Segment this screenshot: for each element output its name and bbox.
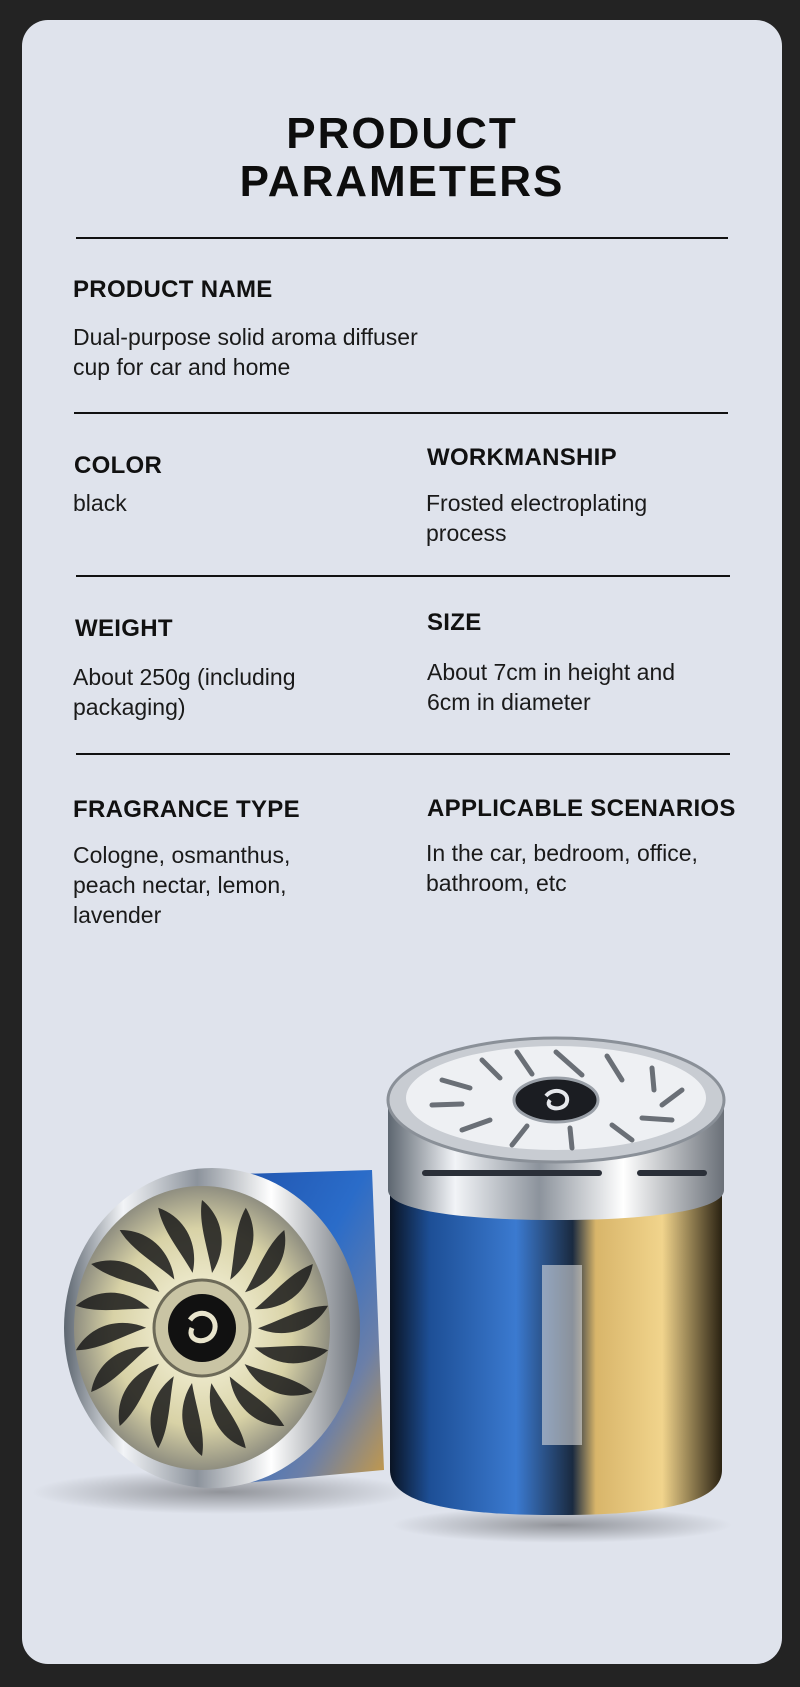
product-name-line2: cup for car and home: [73, 354, 291, 380]
fragrance-line2: peach nectar, lemon,: [73, 872, 287, 898]
page-title-line1: PRODUCT: [286, 109, 518, 158]
product-name-label: PRODUCT NAME: [73, 276, 273, 303]
weight-line2: packaging): [73, 694, 186, 720]
divider: [74, 412, 728, 414]
size-line1: About 7cm in height and: [427, 659, 676, 685]
page-title-line2: PARAMETERS: [239, 157, 565, 206]
applicable-scenarios-label: APPLICABLE SCENARIOS: [427, 795, 736, 822]
product-name-line1: Dual-purpose solid aroma diffuser: [73, 324, 418, 350]
scenarios-line2: bathroom, etc: [426, 870, 567, 896]
divider: [76, 575, 730, 577]
weight-value: [73, 662, 296, 722]
weight-line1: About 250g (including: [73, 664, 296, 690]
size-label: SIZE: [427, 609, 482, 636]
fragrance-type-label: FRAGRANCE TYPE: [73, 796, 300, 823]
size-value: [427, 657, 675, 717]
color-line1: black: [73, 490, 127, 516]
weight-label: WEIGHT: [75, 615, 173, 642]
color-value: [73, 488, 127, 518]
color-label: COLOR: [74, 452, 163, 479]
parameters-card: [22, 20, 782, 1664]
workmanship-line1: Frosted electroplating: [426, 490, 648, 516]
fragrance-type-value: [73, 840, 290, 930]
fragrance-line1: Cologne, osmanthus,: [73, 842, 291, 868]
workmanship-line2: process: [426, 520, 507, 546]
scenarios-line1: In the car, bedroom, office,: [426, 840, 698, 866]
size-line2: 6cm in diameter: [427, 689, 591, 715]
workmanship-label: WORKMANSHIP: [427, 444, 617, 471]
divider: [76, 753, 730, 755]
product-name-value: [73, 322, 418, 382]
product-image: [22, 1020, 782, 1640]
divider: [76, 237, 728, 239]
fragrance-line3: lavender: [73, 902, 162, 928]
workmanship-value: [426, 488, 647, 548]
applicable-scenarios-value: [426, 838, 698, 898]
